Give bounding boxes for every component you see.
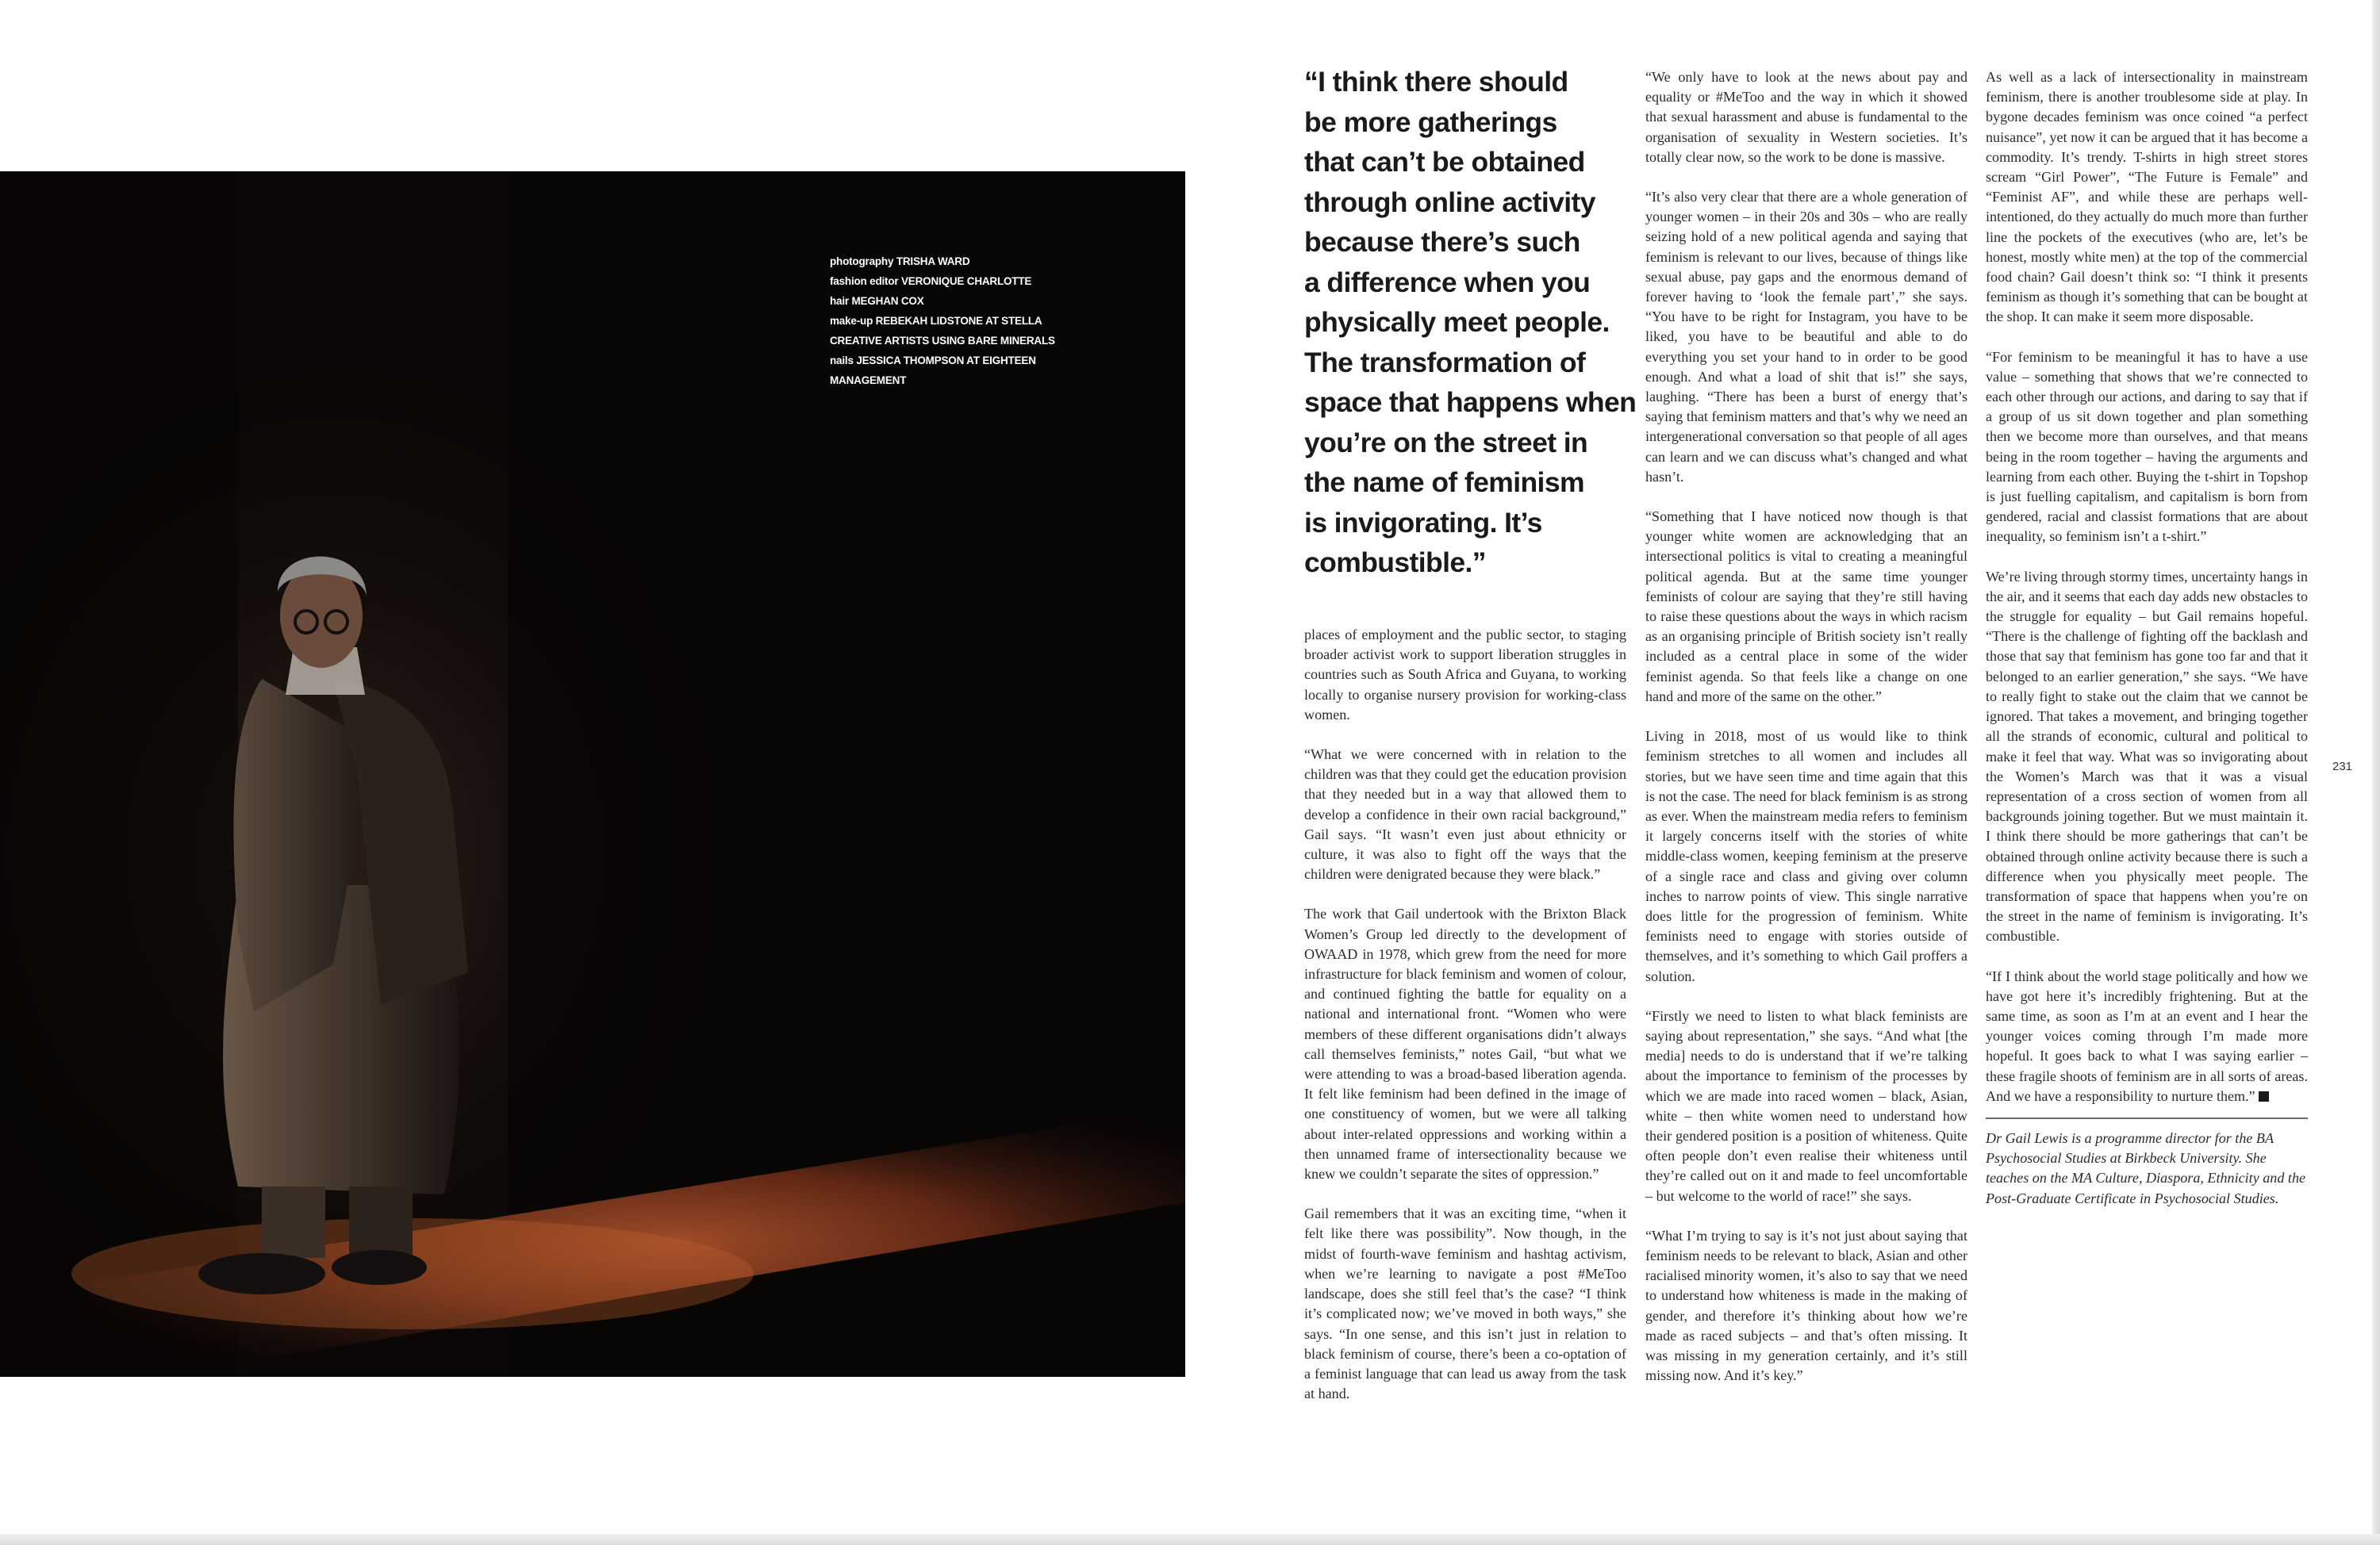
paragraph: “It’s also very clear that there are a whole generation of younger women – in their 20s and 30s – who are really seizing hold of a new political agenda and saying that feminism is relevant to our lives, because of things like sexual abuse, pay gaps and the enormous demand of forever having to ‘look the female part’,” she says. “You have to be right for Instagram, you have to be liked, you have to be beautiful and able to do everything you set your hand to in order to be good enough. And what a load of shit that is!” she says, laughing. “There has been a burst of energy that’s saying that feminism matters and that’s why we need an intergenerational conversation so that people of all ages can learn and we can discuss what’s changed and what hasn’t. — [1645, 189, 1967, 485]
paragraph: As well as a lack of intersectionality in mainstream feminism, there is another troublesome side at play. In bygone decades feminism was once coined “a perfect nuisance”, yet now it can be argued that it has become a commodity. It’s trendy. T-shirts in high street stores scream “Girl Power”, “The Future is Female” and “Feminist AF”, and while these are perhaps well-intentioned, do they actually do much more than further line the pockets of the executives (who are, let’s be honest, mostly white men) at the top of the commercial food chain? Gail doesn’t think so: “I think it presents feminism as though it’s something that can be bought at the shop. It can make it seem more disposable. — [1986, 69, 2308, 325]
closing-paragraph-text: “If I think about the world stage politically and how we have got here it’s incredibly frightening. But at the same time, as soon as I’m at an event and I hear the younger voices coming through I’m made more hopeful. It goes back to what I was saying earlier – these fragile shoots of feminism are in all sorts of areas. And we have a responsibility to nurture them.” — [1986, 968, 2308, 1104]
article-column-2 — [1645, 67, 1967, 1405]
figure — [198, 557, 468, 1294]
pull-quote-line: “I think there should — [1304, 66, 1568, 98]
credit-make-up-cont: CREATIVE ARTISTS USING BARE MINERALS — [830, 335, 1055, 347]
paragraph — [1986, 967, 2308, 1106]
paragraph: The work that Gail undertook with the Brixton Black Women’s Group led directly to the development of OWAAD in 1978, which grew from the need for more infrastructure for black feminism and women of colour, and continued fighting the battle for equality on a national and international front. “Women who were members of these different organisations didn’t always call themselves feminists,” notes Gail, “but what we were attending to was a broad-based liberation agenda. It felt like feminism had been defined in the image of one constituency of women, but we were all talking about inter-related oppressions and working within a then unnamed frame of intersectionality because we knew we couldn’t separate the sites of oppression.” — [1304, 906, 1626, 1183]
pull-quote-line: be more gatherings — [1304, 105, 1557, 138]
author-bio: Dr Gail Lewis is a programme director for the BA Psychosocial Studies at Birkbeck University. She teaches on the MA Culture, Diaspora, Ethnicity and the Post-Graduate Certificate in Psychosocial Studies. — [1986, 1129, 2306, 1206]
photo-credits — [830, 251, 1092, 390]
credit-hair: hair MEGHAN COX — [830, 295, 924, 307]
paragraph: “Firstly we need to listen to what black feminists are saying about representation,” she says. “And what [the media] needs to do is understand that if we’re talking about the importance to feminism of the processes by which we are made into raced women – black, Asian, white – then white women need to understand how their gendered position is a position of whiteness. Quite often people don’t even realise their whiteness until they’re called out on it and made to feel uncomfortable – but welcome to the world of race!” she says. — [1645, 1007, 1967, 1204]
page-number: 231 — [2332, 760, 2353, 773]
paragraph: “What we were concerned with in relation to the children was that they could get the education provision that they needed but in a way that allowed them to develop a confidence in their own racial background,” Gail says. “It wasn’t even just about ethnicity or culture, it was also to fight off the ways that the children were denigrated because they were black.” — [1304, 746, 1626, 883]
credit-photography: photography TRISHA WARD — [830, 255, 970, 267]
credit-nails-cont: MANAGEMENT — [830, 374, 907, 386]
pull-quote-line: the name of feminism — [1304, 466, 1584, 498]
paragraph: Gail remembers that it was an exciting time, “when it felt like there was possibility”. Now though, in the midst of fourth-wave feminism and hashtag activism, when we’re learning to navigate a post #MeToo landscape, does she still feel that’s the case? “I think it’s complicated now; we’ve moved in both ways,” she says. “In one sense, and this isn’t just in relation to black feminism of course, there’s been a co-optation of a feminist language that can lead us away from the task at hand. — [1304, 1206, 1626, 1402]
pull-quote-line: a difference when you — [1304, 266, 1591, 298]
credit-make-up: make-up REBEKAH LIDSTONE AT STELLA — [830, 315, 1042, 327]
pull-quote — [1304, 62, 1637, 583]
pull-quote-line: space that happens when — [1304, 386, 1637, 418]
pull-quote-line: The transformation of — [1304, 346, 1586, 378]
page-bottom-edge — [0, 1534, 2380, 1545]
page-edge — [2372, 0, 2380, 1545]
paragraph: Living in 2018, most of us would like to think feminism stretches to all women and includes all stories, but we have seen time and time again that this is not the case. The need for black feminism is as strong as ever. When the mainstream media refers to feminism it largely concerns itself with the stories of white middle-class women, keeping feminism at the preserve of a single race and class and giving over column inches to narrow points of view. This single narrative does little for the progression of feminism. White feminists need to engage with stories outside of themselves, and it’s something to which Gail proffers a solution. — [1645, 728, 1967, 984]
paragraph: “Something that I have noticed now though is that younger white women are acknowledging that an intersectional politics is vital to creating a meaningful political agenda. But at the same time younger feminists of colour are saying that they’re still having to raise these questions about the ways in which racism as an organising principle of British society isn’t really included as a central place in some of the wider feminist agenda. So that feels like a change on one hand and more of the same on the other.” — [1645, 508, 1967, 704]
pull-quote-line: because there’s such — [1304, 226, 1580, 258]
pull-quote-line: combustible.” — [1304, 546, 1486, 578]
paragraph: “We only have to look at the news about pay and equality or #MeToo and the way in which it showed that sexual harassment and abuse is fundamental to the organisation of sexuality in Western societies. It’s totally clear now, so the work to be done is massive. — [1645, 69, 1967, 165]
pull-quote-line: that can’t be obtained — [1304, 146, 1585, 178]
paragraph: We’re living through stormy times, uncertainty hangs in the air, and it seems that each day adds new obstacles to the struggle for equality – but Gail remains hopeful. “There is the challenge of fighting off the backlash and those that say that feminism has gone too far and that it belonged to an earlier generation,” she says. “We have to really fight to stake out the claim that we cannot be ignored. That takes a movement, and bringing together all the strands of economic, cultural and political to make it feel that way. What was so invigorating about the Women’s March was that it was a visual representation of a cross section of women from all backgrounds joining together. But we must maintain it. I think there should be more gatherings that can’t be obtained through online activity because there is such a difference when you physically meet people. The transformation of space that happens when you’re on the street in the name of feminism is invigorating. It’s combustible. — [1986, 568, 2308, 945]
credit-nails: nails JESSICA THOMPSON AT EIGHTEEN — [830, 355, 1036, 366]
portrait-photo — [0, 171, 1185, 1377]
pull-quote-line: physically meet people. — [1304, 306, 1610, 338]
pull-quote-line: is invigorating. It’s — [1304, 506, 1542, 539]
article-column-3 — [1986, 67, 2308, 1229]
credit-fashion-editor: fashion editor VERONIQUE CHARLOTTE — [830, 275, 1032, 287]
pull-quote-line: through online activity — [1304, 186, 1595, 218]
divider — [1986, 1118, 2308, 1119]
end-mark-icon — [2259, 1091, 2269, 1102]
paragraph: places of employment and the public sector, to staging broader activist work to support liberation struggles in countries such as South Africa and Guyana, to working locally to organise nursery provision for working-class women. — [1304, 627, 1626, 723]
paragraph: “For feminism to be meaningful it has to have a use value – something that shows that we’re connected to each other through our actions, and daring to say that if a group of us sit down together and plan something then we become more than ourselves, and that means being in the room together – having the arguments and learning from each other. Buying the t-shirt in Topshop is just fuelling capitalism, and capitalism is born from gendered, racial and classist formations that are about inequality, so feminism isn’t a t-shirt.” — [1986, 348, 2308, 545]
pull-quote-line: you’re on the street in — [1304, 426, 1588, 458]
paragraph: “What I’m trying to say is it’s not just about saying that feminism needs to be relevant to black, Asian and other racialised minority women, it’s also to say that we need to understand how whiteness is made in the making of gender, and therefore it’s thinking about how we’re made as raced subjects – and that’s often missing. It was missing in my generation certainly, and it’s still missing now. And it’s key.” — [1645, 1227, 1967, 1384]
article-column-1 — [1304, 625, 1626, 1424]
